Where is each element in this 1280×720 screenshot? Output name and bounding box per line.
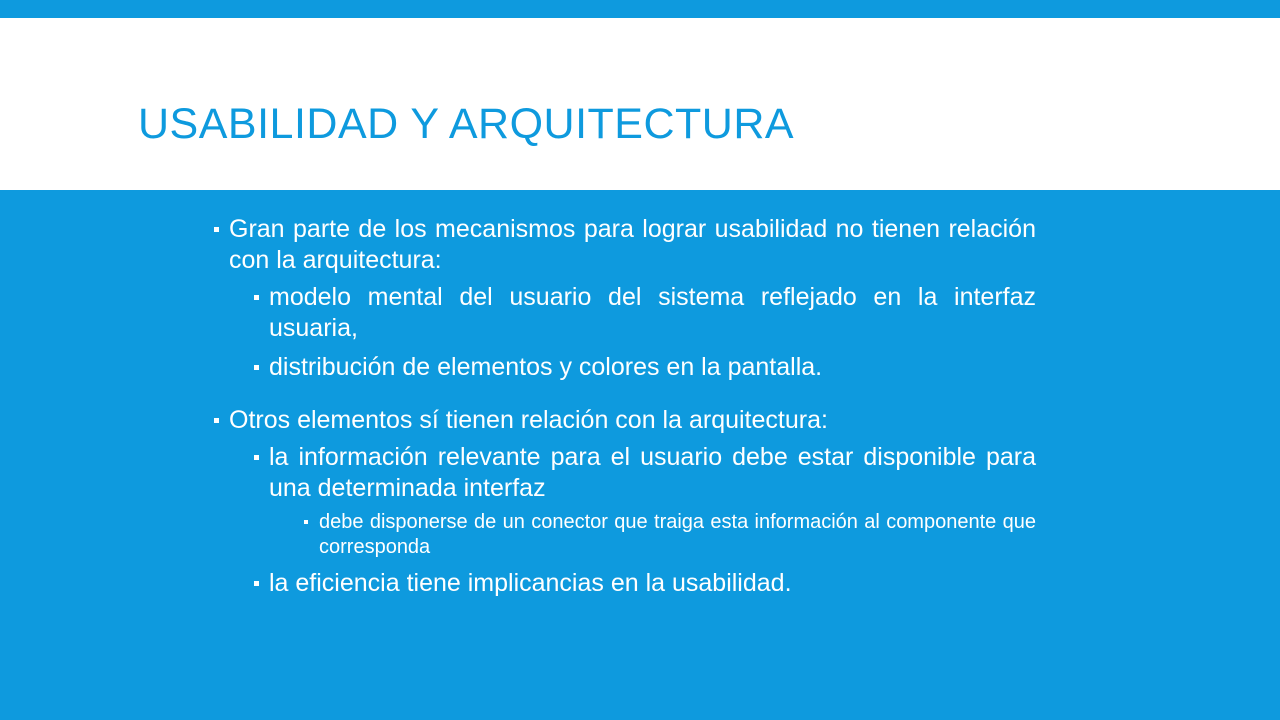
square-bullet-icon bbox=[214, 227, 219, 232]
sub-sub-bullet-text: debe disponerse de un conector que traiga esta información al componente que corresponda bbox=[319, 511, 1036, 558]
slide-content bbox=[0, 190, 1280, 720]
title-band bbox=[0, 18, 1280, 190]
square-bullet-icon bbox=[254, 365, 259, 370]
slide-title: USABILIDAD Y ARQUITECTURA bbox=[138, 100, 795, 148]
square-bullet-icon bbox=[304, 520, 308, 524]
sub-bullet-item bbox=[244, 352, 1036, 383]
square-bullet-icon bbox=[254, 295, 259, 300]
sub-bullet-item bbox=[244, 282, 1036, 344]
sub-bullet-text: la información relevante para el usuario debe estar disponible para una determinada interfaz bbox=[269, 443, 1036, 502]
top-accent-stripe bbox=[0, 0, 1280, 18]
sub-sub-bullet-list bbox=[269, 510, 1036, 560]
bullet-text: Gran parte de los mecanismos para lograr usabilidad no tienen relación con la arquitectura: bbox=[229, 215, 1036, 274]
square-bullet-icon bbox=[254, 581, 259, 586]
sub-bullet-text: distribución de elementos y colores en la pantalla. bbox=[269, 353, 823, 381]
sub-bullet-list bbox=[229, 282, 1036, 383]
square-bullet-icon bbox=[214, 418, 219, 423]
sub-bullet-text: la eficiencia tiene implicancias en la usabilidad. bbox=[269, 569, 792, 597]
sub-bullet-list bbox=[229, 442, 1036, 599]
bullet-text: Otros elementos sí tienen relación con la arquitectura: bbox=[229, 406, 828, 434]
sub-bullet-text: modelo mental del usuario del sistema reflejado en la interfaz usuaria, bbox=[269, 283, 1036, 342]
sub-bullet-item bbox=[244, 442, 1036, 560]
bullet-item bbox=[214, 214, 1036, 383]
bullet-item bbox=[214, 405, 1036, 599]
square-bullet-icon bbox=[254, 455, 259, 460]
sub-sub-bullet-item bbox=[294, 510, 1036, 560]
sub-bullet-item bbox=[244, 568, 1036, 599]
bullet-list bbox=[214, 214, 1036, 599]
